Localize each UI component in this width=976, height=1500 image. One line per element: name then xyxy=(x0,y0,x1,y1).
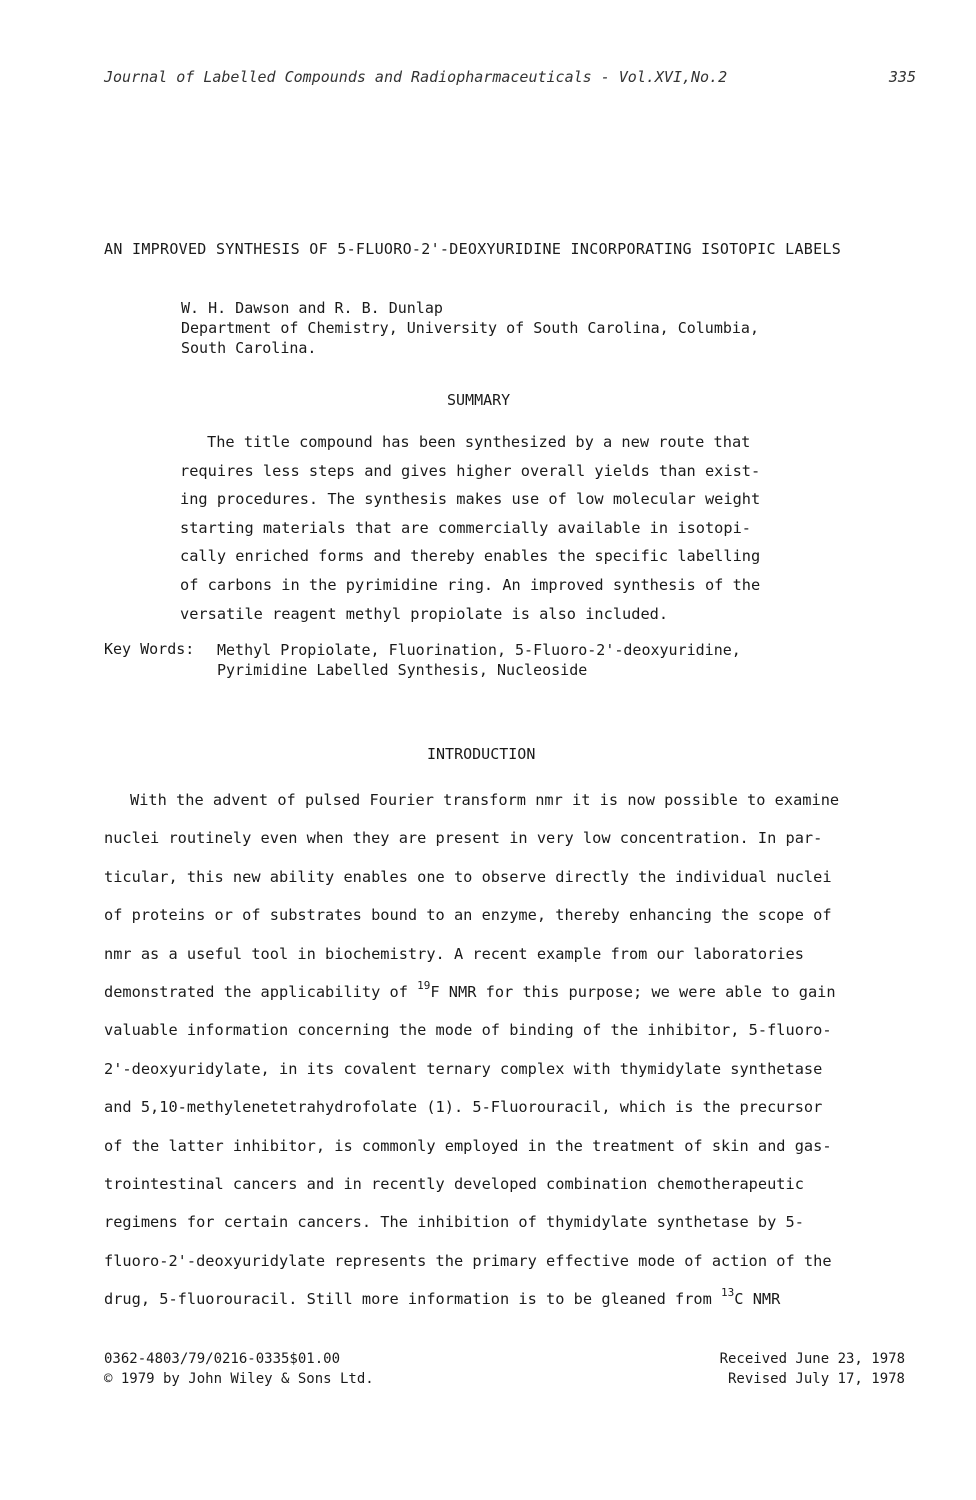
revised-date: Revised July 17, 1978 xyxy=(727,1371,905,1387)
summary-line: starting materials that are commercially available in isotopi- xyxy=(180,518,751,537)
page-number: 335 xyxy=(888,68,916,86)
body-text: C NMR xyxy=(734,1290,781,1309)
body-text: F NMR for this purpose; we were able to gain xyxy=(430,983,836,1002)
author-block xyxy=(181,298,759,358)
received-date: Received June 23, 1978 xyxy=(719,1351,905,1367)
running-header xyxy=(104,68,916,86)
affiliation-line: South Carolina. xyxy=(181,339,317,357)
body-line: nmr as a useful tool in biochemistry. A recent example from our laboratories xyxy=(104,944,804,963)
author-names: W. H. Dawson and R. B. Dunlap xyxy=(181,299,443,317)
summary-line: requires less steps and gives higher overall yields than exist- xyxy=(180,461,761,480)
body-text: drug, 5-fluorouracil. Still more information is to be gleaned from xyxy=(104,1290,722,1309)
keywords-list xyxy=(217,640,741,680)
summary-line: of carbons in the pyrimidine ring. An improved synthesis of the xyxy=(180,575,761,594)
keywords-line: Pyrimidine Labelled Synthesis, Nucleoside xyxy=(217,661,588,679)
body-line: and 5,10-methylenetetrahydrofolate (1). 5-Fluorouracil, which is the precursor xyxy=(104,1098,823,1117)
body-line: 2'-deoxyuridylate, in its covalent ternary complex with thymidylate synthetase xyxy=(104,1059,823,1078)
body-line xyxy=(104,973,839,1011)
body-line: fluoro-2'-deoxyuridylate represents the primary effective mode of action of the xyxy=(104,1251,832,1270)
journal-name: Journal of Labelled Compounds and Radiopharmaceuticals - Vol.XVI,No.2 xyxy=(104,68,728,86)
summary-line: cally enriched forms and thereby enables the specific labelling xyxy=(180,547,761,566)
body-line: nuclei routinely even when they are present in very low concentration. In par- xyxy=(104,829,823,848)
keywords-label: Key Words: xyxy=(104,640,195,658)
summary-line: versatile reagent methyl propiolate is also included. xyxy=(180,604,669,623)
introduction-text xyxy=(104,781,839,1319)
article-title: AN IMPROVED SYNTHESIS OF 5-FLUORO-2'-DEOXYURIDINE INCORPORATING ISOTOPIC LABELS xyxy=(104,240,842,258)
body-line: of the latter inhibitor, is commonly employed in the treatment of skin and gas- xyxy=(104,1136,832,1155)
summary-line: ing procedures. The synthesis makes use of low molecular weight xyxy=(180,490,761,509)
body-line: ticular, this new ability enables one to observe directly the individual nuclei xyxy=(104,867,832,886)
summary-heading: SUMMARY xyxy=(447,391,511,409)
summary-line: The title compound has been synthesized by a new route that xyxy=(207,433,751,451)
isotope-superscript: 13 xyxy=(721,1286,735,1300)
body-line: valuable information concerning the mode of binding of the inhibitor, 5-fluoro- xyxy=(104,1021,832,1040)
isotope-superscript: 19 xyxy=(417,978,431,992)
footer-dates xyxy=(720,1349,905,1389)
affiliation-line: Department of Chemistry, University of South Carolina, Columbia, xyxy=(181,319,759,337)
footer-publication-info xyxy=(104,1349,374,1389)
summary-text xyxy=(180,428,760,628)
body-line: trointestinal cancers and in recently developed combination chemotherapeutic xyxy=(104,1175,804,1194)
body-line xyxy=(104,1280,839,1318)
body-line: regimens for certain cancers. The inhibition of thymidylate synthetase by 5- xyxy=(104,1213,804,1232)
introduction-heading: INTRODUCTION xyxy=(427,745,536,763)
body-line: With the advent of pulsed Fourier transform nmr it is now possible to examine xyxy=(130,791,840,809)
copyright-notice: © 1979 by John Wiley & Sons Ltd. xyxy=(104,1371,374,1387)
article-code: 0362-4803/79/0216-0335$01.00 xyxy=(104,1351,341,1367)
body-line: of proteins or of substrates bound to an enzyme, thereby enhancing the scope of xyxy=(104,906,832,925)
keywords-line: Methyl Propiolate, Fluorination, 5-Fluoro-2'-deoxyuridine, xyxy=(217,641,741,659)
body-text: demonstrated the applicability of xyxy=(104,983,418,1002)
